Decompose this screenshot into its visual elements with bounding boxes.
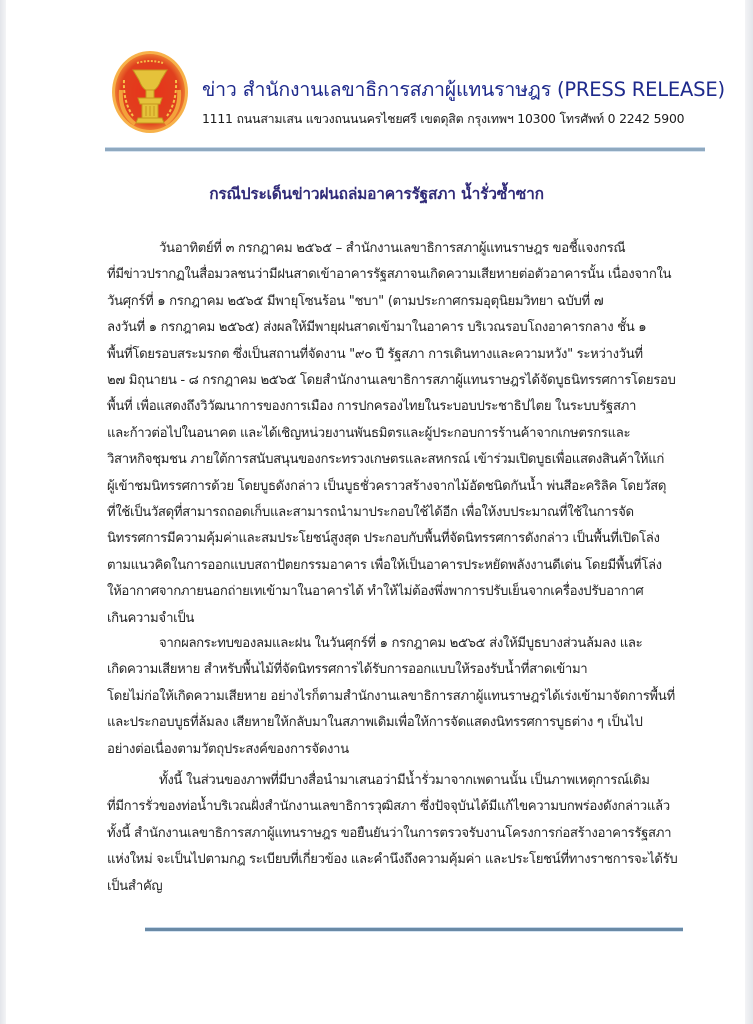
paragraph-line: และประกอบบูธที่ล้มลง เสียหายให้กลับมาในสภาพเดิมเพื่อให้การจัดแสดงนิทรรศการบูธต่าง ๆ เป็นไป [107,715,643,731]
paragraph-line: ผู้เข้าชมนิทรรศการด้วย โดยบูธดังกล่าว เป็นบูธชั่วคราวสร้างจากไม้อัดชนิดกันน้ำ พ่นสีอะคริลิค โดยวัสดุ [107,478,667,494]
page-edge-left [0,0,6,1024]
paragraph-line: ทั้งนี้ สำนักงานเลขาธิการสภาผู้แทนราษฎร ขอยืนยันว่าในการตรวจรับงานโครงการก่อสร้างอาคารรัฐสภา [107,825,672,841]
paragraph-line: นิทรรศการมีความคุ้มค่าและสมประโยชน์สูงสุด ประกอบกับพื้นที่จัดนิทรรศการดังกล่าว เป็นพื้นที่เปิดโล่ง [107,531,660,547]
paragraph-line: ให้อากาศจากภายนอกถ่ายเทเข้ามาในอาคารได้ ทำให้ไม่ต้องพึ่งพาการปรับเย็นจากเครื่องปรับอากาศ [107,584,644,600]
paragraph-line: พื้นที่ เพื่อแสดงถึงวิวัฒนาการของการเมือง การปกครองไทยในระบอบประชาธิปไตย ในระบบรัฐสภา [107,399,637,415]
paragraph-line: วันอาทิตย์ที่ ๓ กรกฎาคม ๒๕๖๕ – สำนักงานเลขาธิการสภาผู้แทนราษฎร ขอชี้แจงกรณี [159,241,626,256]
paragraph-line: แห่งใหม่ จะเป็นไปตามกฎ ระเบียบที่เกี่ยวข้อง และคำนึงถึงความคุ้มค่า และประโยชน์ที่ทางราชการจะได้รับ [107,852,678,868]
page-edge-right [745,0,753,1024]
office-address: 1111 ถนนสามเสน แขวงถนนนครไชยศรี เขตดุสิต กรุงเทพฯ 10300 โทรศัพท์ 0 2242 5900 [202,111,685,126]
paragraph-3 [107,768,677,900]
paragraph-1 [107,236,677,632]
paragraph-line: ลงวันที่ ๑ กรกฎาคม ๒๕๖๕) ส่งผลให้มีพายุฝนสาดเข้ามาในอาคาร บริเวณรอบโถงอาคารกลาง ชั้น ๑ [107,320,647,336]
paragraph-line: เกินความจำเป็น [107,610,195,626]
paragraph-line: อย่างต่อเนื่องตามวัตถุประสงค์ของการจัดงาน [107,741,349,757]
paragraph-line: ตามแนวคิดในการออกแบบสถาปัตยกรรมอาคาร เพื่อให้เป็นอาคารประหยัดพลังงานดีเด่น โดยมีพื้นที่โล่ง [107,557,662,573]
parliament-emblem-icon [111,50,189,134]
header-divider [105,147,705,152]
paragraph-line: วิสาหกิจชุมชน ภายใต้การสนับสนุนของกระทรวงเกษตรและสหกรณ์ เข้าร่วมเปิดบูธเพื่อแสดงสินค้าให้แก่ [107,452,665,468]
paragraph-line: ทั้งนี้ ในส่วนของภาพที่มีบางสื่อนำมาเสนอว่ามีน้ำรั่วมาจากเพดานนั้น เป็นภาพเหตุการณ์เดิม [159,773,650,788]
paragraph-line: ที่มีการรั่วของท่อน้ำบริเวณฝั่งสำนักงานเลขาธิการวุฒิสภา ซึ่งปัจจุบันได้มีแก้ไขความบกพร่องดังกล่าวแล้ว [107,799,670,815]
paragraph-line: เกิดความเสียหาย สำหรับพื้นไม้ที่จัดนิทรรศการได้รับการออกแบบให้รองรับน้ำที่สาดเข้ามา [107,662,588,678]
headline: กรณีประเด็นข่าวฝนถล่มอาคารรัฐสภา น้ำรั่วซ้ำซาก [209,185,544,203]
paragraph-line: ๒๗ มิถุนายน - ๘ กรกฎาคม ๒๕๖๕ โดยสำนักงานเลขาธิการสภาผู้แทนราษฎรได้จัดบูธนิทรรศการโดยรอบ [107,373,676,389]
paragraph-line: ที่ใช้เป็นวัสดุที่สามารถถอดเก็บและสามารถนำมาประกอบใช้ได้อีก เพื่อให้งบประมาณที่ใช้ในการจัด [107,505,634,521]
paragraph-line: เป็นสำคัญ [107,878,163,894]
paragraph-line: พื้นที่โดยรอบสระมรกต ซึ่งเป็นสถานที่จัดงาน "๙๐ ปี รัฐสภา การเดินทางและความหวัง" ระหว่างวันที่ [107,346,643,362]
paragraph-line: และก้าวต่อไปในอนาคต และได้เชิญหน่วยงานพันธมิตรและผู้ประกอบการร้านค้าจากเกษตรกรและ [107,425,631,441]
paragraph-line: จากผลกระทบของลมและฝน ในวันศุกร์ที่ ๑ กรกฎาคม ๒๕๖๕ ส่งให้มีบูธบางส่วนล้มลง และ [159,636,643,651]
paragraph-line: วันศุกร์ที่ ๑ กรกฎาคม ๒๕๖๕ มีพายุโซนร้อน "ชบา" (ตามประกาศกรมอุตุนิยมวิทยา ฉบับที่ ๗ [107,293,604,309]
press-release-title: ข่าว สำนักงานเลขาธิการสภาผู้แทนราษฎร (PRESS RELEASE) [202,78,725,101]
footer-divider [145,927,683,932]
paragraph-line: โดยไม่ก่อให้เกิดความเสียหาย อย่างไรก็ตามสำนักงานเลขาธิการสภาผู้แทนราษฎรได้เร่งเข้ามาจัดการพื้นที่ [107,688,675,704]
paragraph-line: ที่มีข่าวปรากฏในสื่อมวลชนว่ามีฝนสาดเข้าอาคารรัฐสภาจนเกิดความเสียหายต่อตัวอาคารนั้น เนื่องจากใน [107,267,672,283]
paragraph-2 [107,631,677,763]
